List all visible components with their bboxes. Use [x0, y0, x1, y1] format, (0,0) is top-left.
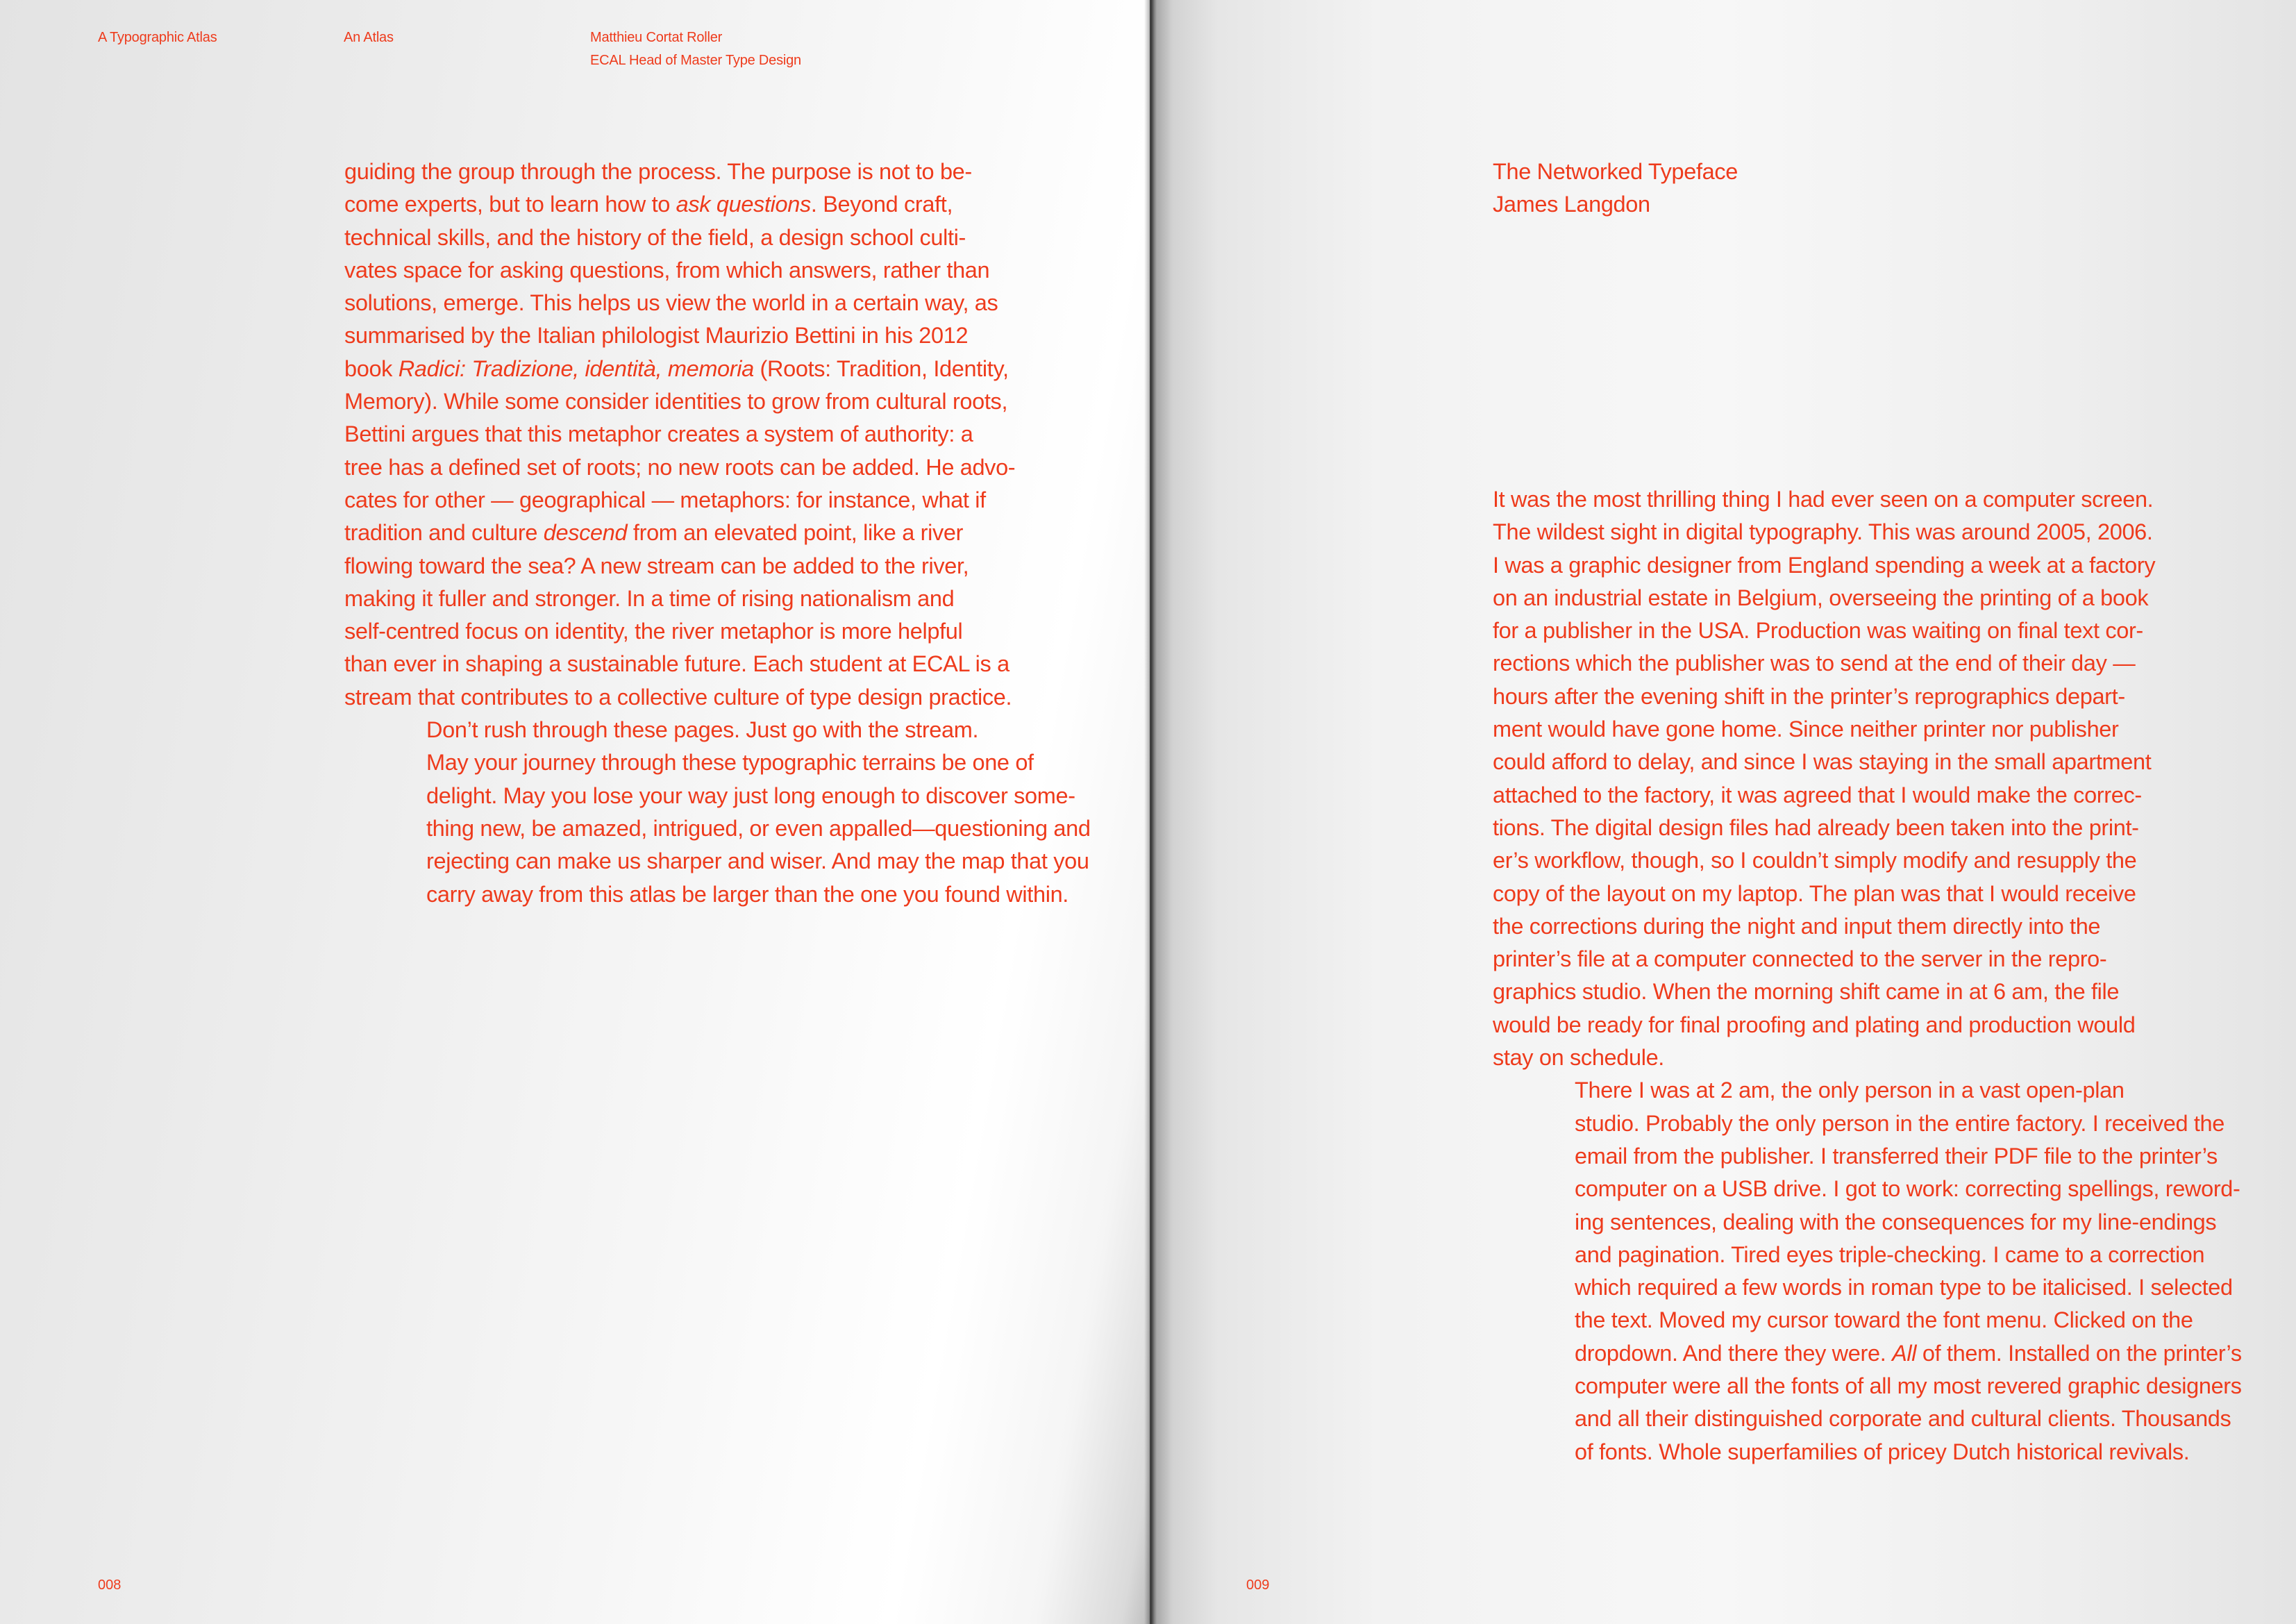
- right-folio: 009: [1246, 1577, 1270, 1593]
- text-line: guiding the group through the process. The purpose is not to be-: [344, 159, 972, 184]
- text-line: tradition and culture descend from an elevated point, like a river: [344, 520, 964, 546]
- text-line: which required a few words in roman type to be italicised. I selected: [1575, 1275, 2233, 1300]
- running-head-author: Matthieu Cortat Roller: [590, 30, 723, 45]
- text-line: summarised by the Italian philologist Maurizio Bettini in his 2012: [344, 323, 969, 349]
- text-line: self-centred focus on identity, the river metaphor is more helpful: [344, 619, 963, 644]
- essay-title: The Networked Typeface: [1493, 159, 1738, 184]
- book-spine-shadow: [1144, 0, 1157, 1624]
- left-body-text: [344, 156, 1091, 911]
- text-line: rections which the publisher was to send at the end of their day —: [1493, 651, 2136, 676]
- text-line: stream that contributes to a collective culture of type design practice.: [344, 684, 1012, 710]
- text-line: for a publisher in the USA. Production was waiting on final text cor-: [1493, 618, 2143, 644]
- text-line: the text. Moved my cursor toward the font menu. Clicked on the: [1575, 1307, 2193, 1333]
- text-line: cates for other — geographical — metaphors: for instance, what if: [344, 487, 986, 512]
- text-line: hours after the evening shift in the printer’s reprographics depart-: [1493, 683, 2125, 709]
- text-line: stay on schedule.: [1493, 1045, 1664, 1071]
- text-line: Bettini argues that this metaphor creates a system of authority: a: [344, 421, 973, 447]
- text-line: flowing toward the sea? A new stream can be added to the river,: [344, 553, 969, 578]
- text-line: I was a graphic designer from England spending a week at a factory: [1493, 552, 2156, 578]
- text-line: would be ready for final proofing and plating and production would: [1493, 1012, 2136, 1037]
- right-paragraph-1: [1493, 483, 2243, 1074]
- text-line: making it fuller and stronger. In a time of rising nationalism and: [344, 585, 955, 611]
- text-line: tions. The digital design files had already been taken into the print-: [1493, 814, 2139, 840]
- running-head-book-title: A Typographic Atlas: [98, 30, 217, 45]
- text-line: attached to the factory, it was agreed that I would make the correc-: [1493, 782, 2142, 807]
- right-body-text: [1493, 483, 2243, 1468]
- text-line: It was the most thrilling thing I had ever seen on a computer screen.: [1493, 487, 2154, 512]
- text-line: printer’s file at a computer connected to the server in the repro-: [1493, 946, 2107, 972]
- text-line: of fonts. Whole superfamilies of pricey Dutch historical revivals.: [1575, 1439, 2190, 1464]
- text-line: technical skills, and the history of the field, a design school culti-: [344, 224, 966, 250]
- text-line: There I was at 2 am, the only person in a vast open-plan: [1575, 1078, 2125, 1103]
- text-line: ing sentences, dealing with the consequences for my line-endings: [1575, 1209, 2217, 1234]
- text-line: computer were all the fonts of all my most revered graphic designers: [1575, 1373, 2242, 1399]
- italic-text: ask questions: [676, 192, 811, 217]
- text-line: vates space for asking questions, from which answers, rather than: [344, 257, 990, 283]
- text-line: thing new, be amazed, intrigued, or even appalled—questioning and: [426, 815, 1091, 841]
- left-paragraph-1: [344, 156, 1080, 714]
- text-line: on an industrial estate in Belgium, overseeing the printing of a book: [1493, 585, 2149, 610]
- text-line: The wildest sight in digital typography. This was around 2005, 2006.: [1493, 519, 2153, 545]
- text-line: dropdown. And there they were. All of them. Installed on the printer’s: [1575, 1340, 2242, 1366]
- text-line: the corrections during the night and input them directly into the: [1493, 913, 2101, 939]
- essay-author: James Langdon: [1493, 192, 1650, 217]
- italic-text: Radici: Tradizione, identità, memoria: [398, 355, 754, 381]
- text-line: May your journey through these typographic terrains be one of: [426, 750, 1034, 776]
- text-line: could afford to delay, and since I was staying in the small apartment: [1493, 749, 2152, 775]
- text-line: graphics studio. When the morning shift came in at 6 am, the file: [1493, 979, 2120, 1005]
- text-line: Memory). While some consider identities to grow from cultural roots,: [344, 389, 1008, 415]
- left-folio: 008: [98, 1577, 121, 1593]
- text-line: ment would have gone home. Since neither printer nor publisher: [1493, 717, 2119, 742]
- text-line: book Radici: Tradizione, identità, memoria (Roots: Tradition, Identity,: [344, 355, 1009, 381]
- right-page: [1150, 0, 2296, 1624]
- running-head-section: An Atlas: [344, 30, 394, 45]
- italic-text: descend: [543, 520, 628, 546]
- text-line: and pagination. Tired eyes triple-checking. I came to a correction: [1575, 1241, 2205, 1267]
- text-line: er’s workflow, though, so I couldn’t simply modify and resupply the: [1493, 848, 2137, 873]
- text-line: studio. Probably the only person in the entire factory. I received the: [1575, 1110, 2224, 1136]
- text-line: copy of the layout on my laptop. The plan was that I would receive: [1493, 880, 2136, 906]
- text-line: computer on a USB drive. I got to work: correcting spellings, reword-: [1575, 1176, 2240, 1202]
- text-line: Don’t rush through these pages. Just go with the stream.: [426, 717, 979, 743]
- left-paragraph-2: [344, 714, 1091, 911]
- text-line: carry away from this atlas be larger than the one you found within.: [426, 881, 1069, 907]
- text-line: delight. May you lose your way just long enough to discover some-: [426, 782, 1075, 808]
- text-line: come experts, but to learn how to ask questions. Beyond craft,: [344, 192, 953, 217]
- text-line: and all their distinguished corporate and cultural clients. Thousands: [1575, 1406, 2231, 1432]
- text-line: email from the publisher. I transferred their PDF file to the printer’s: [1575, 1143, 2218, 1169]
- running-head-author-role: ECAL Head of Master Type Design: [590, 53, 801, 68]
- text-line: solutions, emerge. This helps us view the world in a certain way, as: [344, 290, 998, 316]
- text-line: rejecting can make us sharper and wiser. And may the map that you: [426, 848, 1089, 874]
- essay-heading: [1493, 156, 1738, 221]
- text-line: than ever in shaping a sustainable future. Each student at ECAL is a: [344, 651, 1009, 677]
- text-line: tree has a defined set of roots; no new roots can be added. He advo-: [344, 454, 1016, 480]
- italic-text: All: [1892, 1340, 1917, 1366]
- right-paragraph-2: [1493, 1074, 2243, 1468]
